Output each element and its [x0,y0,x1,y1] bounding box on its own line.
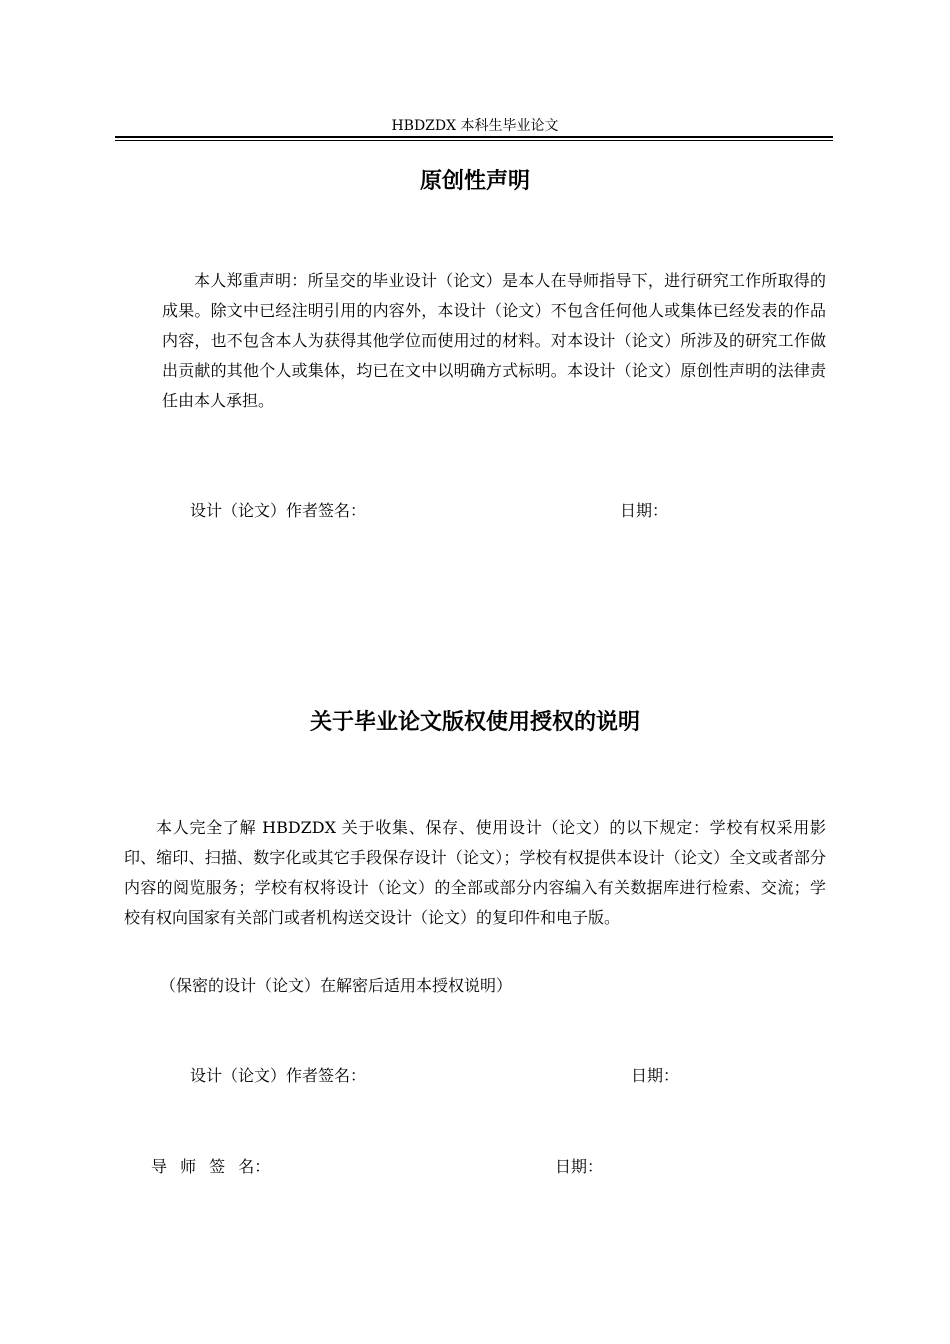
originality-author-signature-label: 设计（论文）作者签名： [190,501,367,520]
copyright-author-signature-label: 设计（论文）作者签名： [190,1066,367,1085]
originality-statement: 本人郑重声明：所呈交的毕业设计（论文）是本人在导师指导下，进行研究工作所取得的成果。除文中已经注明引用的内容外，本设计（论文）不包含任何他人或集体已经发表的作品内容，也不包含本人为获得其他学位而使用过的材料。对本设计（论文）所涉及的研究工作做出贡献的其他个人或集体，均已在文中以明确方式标明。本设计（论文）原创性声明的法律责任由本人承担。 [162,271,826,410]
advisor-signature-label: 导 师 签 名： [151,1157,271,1176]
originality-title: 原创性声明 [419,169,530,194]
copyright-title: 关于毕业论文版权使用授权的说明 [309,710,640,735]
header-rule [115,136,833,138]
copyright-statement: 本人完全了解 HBDZDX 关于收集、保存、使用设计（论文）的以下规定：学校有权采用影印、缩印、扫描、数字化或其它手段保存设计（论文）；学校有权提供本设计（论文）全文或者部分内容的阅览服务；学校有权将设计（论文）的全部或部分内容编入有关数据库进行检索、交流；学校有权向国家有关部门或者机构送交设计（论文）的复印件和电子版。 [124,818,826,927]
originality-date-label: 日期： [620,501,669,520]
running-header: HBDZDX 本科生毕业论文 [391,118,559,134]
advisor-date-label: 日期： [555,1157,604,1176]
confidentiality-note: （保密的设计（论文）在解密后适用本授权说明） [160,976,513,995]
header-rule-thin [115,140,833,141]
copyright-author-date-label: 日期： [631,1066,680,1085]
